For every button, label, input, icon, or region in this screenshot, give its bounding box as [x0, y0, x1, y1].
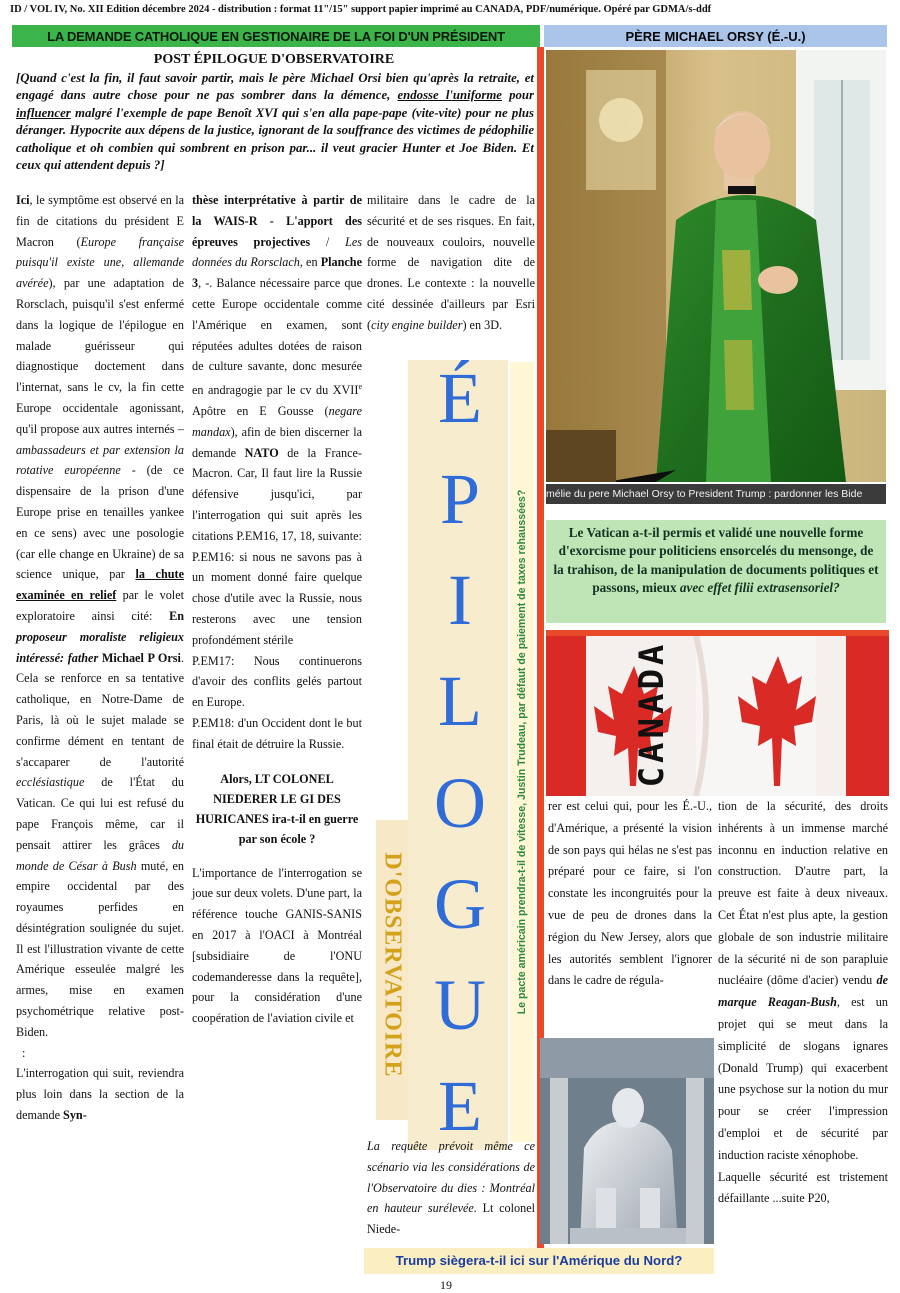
quote-em17: P.EM17: Nous continuerons d'avoir des conflits gelés partout en Europe. — [192, 653, 362, 710]
maple-leaf-flag-icon — [546, 636, 889, 796]
intro-text: [Quand c'est la fin, il faut savoir partir, mais le père Michael Orsi bien qu'après la retraite, et engagé dans autre chose pour ne pas sombrer dans la démence, — [16, 71, 534, 103]
title-letter: G — [434, 863, 486, 944]
body-italic: ambassadeurs et par extension la rotative européenne — [16, 442, 184, 478]
body-text: par le volet exploratoire ainsi cité: — [16, 588, 184, 623]
vertical-note: Le pacte américain prendra-t-il de vitesse, Justin Trudeau, par défaut de paiement de taxes rehaussées? — [516, 489, 528, 1015]
body-bold: Michael P Orsi — [98, 650, 181, 665]
article-column-4: rer est celui qui, pour les É.-U., d'Amérique, a présenté la vision de son pays qui hélas ne s'est pas préparé pour ce faire, si l'on constate les incongruités pour la vue de peu de drones dans la région du New Jersey, alors que les autorités semblent l'ignorer dans le cadre de régula- — [548, 799, 712, 988]
body-underline: la chute examinée en relief — [16, 567, 184, 603]
canada-flag-image — [546, 636, 889, 796]
body-text: Laquelle sécurité est tristement défaillante ...suite P20, — [718, 1169, 888, 1206]
body-text: , est un projet qui se meut dans la simplicité de slogans ignares (Donald Trump) qui exacerbent une psychose sur la notion du mur pour se créer l'impression d'emploi et de sécurité par induction raciste xénophobe. — [718, 995, 888, 1162]
section-band-left: LA DEMANDE CATHOLIQUE EN GESTIONAIRE DE LA FOI D'UN PRÉSIDENT — [12, 25, 540, 47]
body-text: militaire dans le cadre de la sécurité et de ses risques. En fait, de nouveaux couloirs, nouvelle forme de navigation dite de drones. Le contexte : la nouvelle cité dessinée d'ailleurs par Esri ( — [367, 193, 535, 332]
body-text: . Cela se renforce en sa tentative catholique, en Notre-Dame de Paris, là où le sujet malade se confirme dément en tentant de s'accaparer de l'autorité — [16, 650, 184, 769]
body-text: tion de la sécurité, des droits inhérents à un immense marché inconnu en induction relative en construction. D'autre part, la preuve est faite à deux niveaux. Cet État n'est plus apte, la gestion globale de son industrie militaire de la sécurité ni de son parapluie nucléaire (dôme d'acier) vendu — [718, 799, 888, 988]
body-bold: thèse interprétative à partir de la WAIS-R - L'apport des épreuves projectives — [192, 193, 362, 249]
body-text: , en — [299, 255, 321, 270]
body-italic: Europe française puisqu'il existe une, allemande avérée — [16, 234, 184, 291]
article-column-1 — [16, 190, 184, 1126]
body-text: Apôtre en E Gousse ( — [192, 404, 329, 419]
body-italic: Les données du Rorsclach — [192, 234, 362, 270]
intro-underline: endosse l'uniforme — [397, 88, 502, 103]
lead-word: Ici — [16, 193, 30, 207]
article-column-2 — [192, 190, 362, 1029]
title-letter: E — [438, 1065, 482, 1146]
title-letter: É — [438, 358, 482, 438]
intro-underline: influencer — [16, 105, 71, 120]
article-intro — [16, 70, 534, 174]
body-text: ), afin de bien discerner la demande — [192, 424, 362, 460]
quote-em16: P.EM16: si nous ne savons pas à un moment donné faire quelque chose d'utile avec la Russie, nous resterons avec une tension profondément stérile — [192, 549, 362, 647]
section-question: Alors, LT COLONEL NIEDERER LE GI DES HURICANES ira-t-il en guerre par son école ? — [195, 771, 359, 846]
intro-text: malgré l'exemple de pape Benoît XVI qui s'en alla pape-pape (vite-vite) pour ne plus déranger. Hypocrite aux dépens de la justice, ignorant de la souffrance des victimes de pédophilie catholique et oh combien qui sombrent en prison par... il veut gracier Hunter et Joe Biden. Et ceux qui attendent depuis ?] — [16, 105, 534, 173]
quote-em18: P.EM18: d'un Occident dont le but final était de détruire la Russie. — [192, 715, 362, 751]
article-column-5 — [718, 796, 888, 1210]
body-text: / — [310, 234, 346, 249]
article-column-3-end — [367, 1136, 535, 1240]
body-italic: de marque Reagan-Bush — [718, 973, 888, 1010]
body-italic: du monde de César à Bush — [16, 837, 184, 873]
body-text: de la France-Macron. Car, Il faut lire la Russie défensive jusqu'ici, par l'interrogation qui suit après les citations P.EM16, 17, 18, suivante: — [192, 445, 362, 543]
intro-text: pour — [502, 88, 535, 103]
photo-caption: mélie du pere Michael Orsy to President Trump : pardonner les Bide — [546, 484, 886, 504]
lincoln-memorial-photo — [540, 1038, 714, 1244]
big-title-epilogue — [418, 358, 502, 1146]
callout-text — [552, 524, 880, 598]
callout-italic: avec effet filii extrasensoriel? — [679, 580, 840, 596]
body-bold: NATO — [244, 445, 279, 460]
body-italic: ecclésiastique — [16, 775, 85, 790]
body-text: , -. Balance nécessaire parce que cette Europe occidentale comme l'Amérique en examen, sont réputées adultes dotées de raison de culture savante, donc mesurée en andragogie par le cv du XVII — [192, 276, 362, 398]
priest-photo — [546, 50, 886, 482]
statue-illustration — [540, 1038, 714, 1244]
body-text: ), par une adaptation de Rorsclach, puisqu'il s'est enfermé dans la logique de l'épilogue en malade guérisseur qui diagnostique doctement dans l'internat, sans le cv, la fin cette Europe occidentale agonissant, qu'il propose aux autres internés – — [16, 276, 184, 436]
body-paragraph: L'importance de l'interrogation se joue sur deux volets. D'une part, la référence touche GANIS-SANIS en 2017 à l'OACI à Montréal [subsidiaire de l'ONU codemanderesse dans la requête], pour la considération d'une coopération de l'aviation civile et — [192, 865, 362, 1026]
body-italic: negare mandax — [192, 404, 362, 439]
body-text: de l'État du Vatican. Ce qui lui est refusé du pape François même, car il pensait attirer les grâces — [16, 775, 184, 852]
body-colon: : — [22, 1045, 26, 1060]
callout-body: Le Vatican a-t-il permis et validé une nouvelle forme d'exorcisme pour politiciens ensorcelés du mensonge, de la trahison, de la manipulation de documents politiques et passons, mieux — [553, 525, 879, 596]
title-letter: P — [439, 459, 481, 540]
big-subtitle: D'OBSERVATOIRE — [379, 852, 406, 1078]
superscript: e — [358, 382, 362, 392]
body-text: - (de ce dispensaire de la prison d'une Europe prise en tenailles yankee en ce sens) avec une posologie (car elle change en Ukraine) de sa science unique, par — [16, 463, 184, 582]
article-column-3 — [367, 190, 535, 336]
page-number: 19 — [440, 1278, 452, 1292]
body-bold-italic: proposeur moraliste religieux intéressé: father — [16, 629, 184, 665]
title-letter: U — [434, 964, 486, 1045]
title-letter: O — [434, 762, 486, 843]
priest-illustration — [546, 50, 886, 482]
body-bold: En — [169, 608, 184, 623]
body-text: Lt colonel Niede- — [367, 1201, 535, 1237]
canada-label: CANADA — [632, 640, 672, 788]
body-text: , le symptôme est observé en la fin de citations du président E Macron ( — [16, 193, 184, 249]
body-italic: city engine builder — [371, 317, 463, 332]
title-letter: I — [448, 560, 472, 641]
body-text: ) en 3D. — [462, 317, 503, 332]
article-title: POST ÉPILOGUE D'OBSERVATOIRE — [153, 52, 395, 67]
body-italic: La requête prévoit même ce scénario via les considérations de l'Observatoire du dies : Montréal en hauteur surélevée. — [367, 1139, 535, 1216]
masthead: ID / VOL IV, No. XII Édition décembre 2024 - distribution : format 11"/15" support papier imprimé au CANADA, PDF/numérique. Opéré par GDMA/s-ddf — [10, 4, 712, 15]
body-text: L'interrogation qui suit, reviendra plus loin dans la section de la demande — [16, 1066, 184, 1123]
photo-caption-question: Trump siègera-t-il ici sur l'Amérique du Nord? — [364, 1248, 714, 1274]
body-bold: Planche 3 — [192, 255, 362, 291]
title-letter: L — [438, 661, 482, 742]
body-bold: Syn- — [63, 1108, 87, 1123]
section-band-right: PÈRE MICHAEL ORSY (É.-U.) — [544, 25, 887, 47]
body-text: muté, en empire occidental par des royaumes perfides en désintégration soulignée du sujet. Il est l'illustration vivante de cette Amérique esseulée malgré les armes, mise en examen psychométrique relative post-Biden. — [16, 858, 184, 1039]
